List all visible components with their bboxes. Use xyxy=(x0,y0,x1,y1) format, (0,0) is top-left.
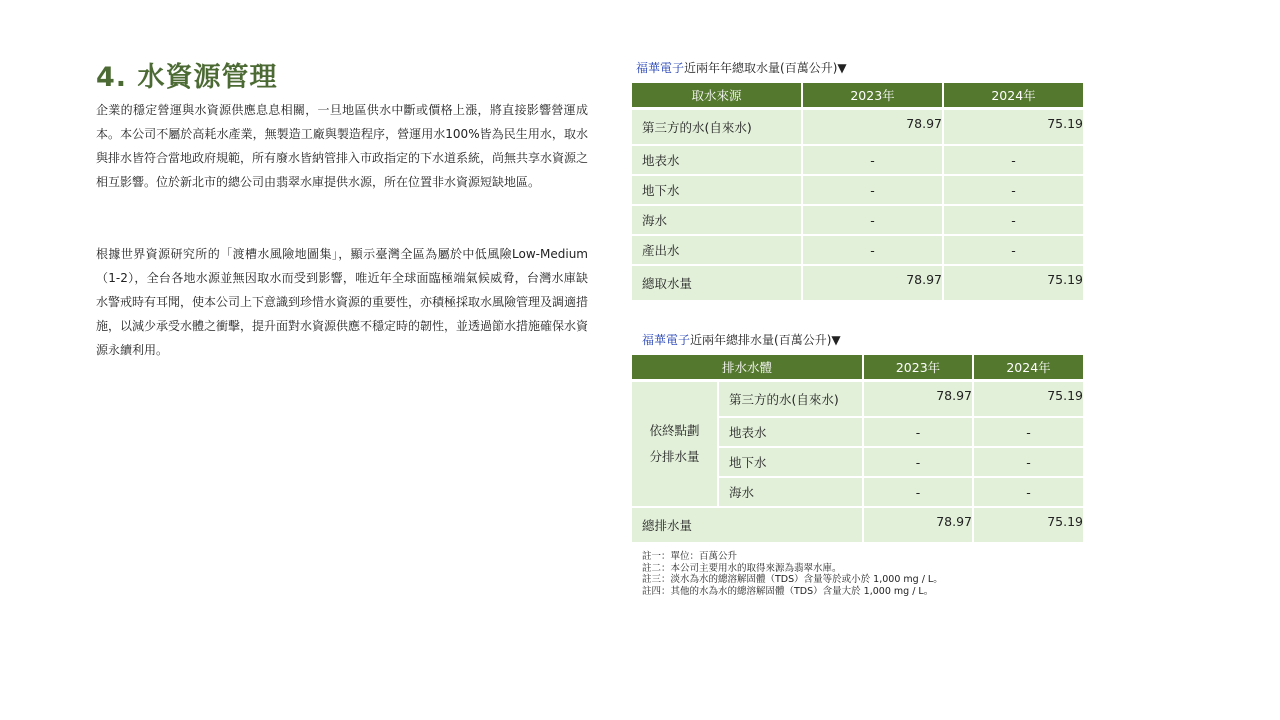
row-label: 地下水 xyxy=(632,175,802,205)
value-2024: - xyxy=(943,175,1084,205)
value-2023: - xyxy=(802,235,943,265)
discharge-table-caption xyxy=(642,331,841,348)
intro-paragraph: 企業的穩定營運與水資源供應息息相關，一旦地區供水中斷或價格上漲，將直接影響營運成本。本公司不屬於高耗水產業，無製造工廠與製造程序，營運用水100%皆為民生用水，取水與排水皆符合當地政府規範，所有廢水皆納管排入市政指定的下水道系統，尚無共享水資源之相互影響。位於新北市的總公司由翡翠水庫提供水源，所在位置非水資源短缺地區。 xyxy=(96,103,589,189)
value-2023: - xyxy=(802,205,943,235)
row-label: 海水 xyxy=(718,477,863,507)
table-total-row xyxy=(632,507,1084,543)
withdrawal-table-caption xyxy=(636,59,847,76)
value-2023: - xyxy=(863,477,973,507)
value-2023: - xyxy=(863,417,973,447)
value-2023: 78.97 xyxy=(802,265,943,301)
table-row xyxy=(632,109,1084,146)
footnote: 註一：單位：百萬公升 xyxy=(642,551,738,562)
footnote: 註二：本公司主要用水的取得來源為翡翠水庫。 xyxy=(642,562,842,574)
row-label: 地下水 xyxy=(718,447,863,477)
value-2024: - xyxy=(943,145,1084,175)
value-2024: 75.19 xyxy=(973,381,1084,418)
water-discharge-table xyxy=(632,355,1085,544)
value-2024: - xyxy=(973,417,1084,447)
value-2024: - xyxy=(943,235,1084,265)
header-water-body: 排水水體 xyxy=(632,355,863,381)
value-2023: 78.97 xyxy=(863,507,973,543)
header-2024: 2024年 xyxy=(973,355,1084,381)
row-label: 總排水量 xyxy=(632,507,863,543)
row-label: 第三方的水(自來水) xyxy=(718,381,863,418)
table-header-row xyxy=(632,355,1084,381)
value-2023: - xyxy=(802,145,943,175)
header-source: 取水來源 xyxy=(632,83,802,109)
row-label: 總取水量 xyxy=(632,265,802,301)
table-row xyxy=(632,145,1084,175)
risk-paragraph: 根據世界資源研究所的「渡槽水風險地圖集」，顯示臺灣全區為屬於中低風險Low-Medium（1-2），全台各地水源並無因取水而受到影響，唯近年全球面臨極端氣候威脅，台灣水庫缺水警戒時有耳聞，使本公司上下意識到珍惜水資源的重要性，亦積極採取水風險管理及調適措施，以減少承受水體之衝擊，提升面對水資源供應不穩定時的韌性，並透過節水措施確保水資源永續利用。 xyxy=(96,247,589,357)
header-2024: 2024年 xyxy=(943,83,1084,109)
table-row xyxy=(632,381,1084,418)
table-row xyxy=(632,205,1084,235)
table-header-row xyxy=(632,83,1084,109)
value-2024: - xyxy=(973,477,1084,507)
value-2024: 75.19 xyxy=(943,109,1084,146)
value-2023: - xyxy=(863,447,973,477)
value-2023: 78.97 xyxy=(802,109,943,146)
water-withdrawal-table xyxy=(632,83,1085,302)
group-label-line2: 分排水量 xyxy=(649,449,700,464)
footnote: 註三：淡水為水的總溶解固體（TDS）含量等於或小於 1,000 mg / L。 xyxy=(642,574,943,585)
value-2024: 75.19 xyxy=(943,265,1084,301)
value-2024: 75.19 xyxy=(973,507,1084,543)
row-label: 地表水 xyxy=(718,417,863,447)
value-2023: 78.97 xyxy=(863,381,973,418)
value-2023: - xyxy=(802,175,943,205)
header-2023: 2023年 xyxy=(802,83,943,109)
table-row xyxy=(632,175,1084,205)
row-label: 第三方的水(自來水) xyxy=(632,109,802,146)
caption-text: 近兩年年總取水量(百萬公升)▼ xyxy=(684,61,847,75)
group-label-line1: 依終點劃 xyxy=(649,423,700,438)
row-label: 產出水 xyxy=(632,235,802,265)
header-2023: 2023年 xyxy=(863,355,973,381)
caption-text: 近兩年總排水量(百萬公升)▼ xyxy=(690,333,841,347)
table-total-row xyxy=(632,265,1084,301)
footnotes xyxy=(642,551,943,597)
row-label: 海水 xyxy=(632,205,802,235)
company-name: 福華電子 xyxy=(642,333,691,347)
company-name: 福華電子 xyxy=(636,61,685,75)
footnote: 註四：其他的水為水的總溶解固體（TDS）含量大於 1,000 mg / L。 xyxy=(642,585,934,597)
value-2024: - xyxy=(943,205,1084,235)
page-title: 4. 水資源管理 xyxy=(96,62,278,93)
group-label xyxy=(632,381,718,508)
table-row xyxy=(632,235,1084,265)
row-label: 地表水 xyxy=(632,145,802,175)
value-2024: - xyxy=(973,447,1084,477)
